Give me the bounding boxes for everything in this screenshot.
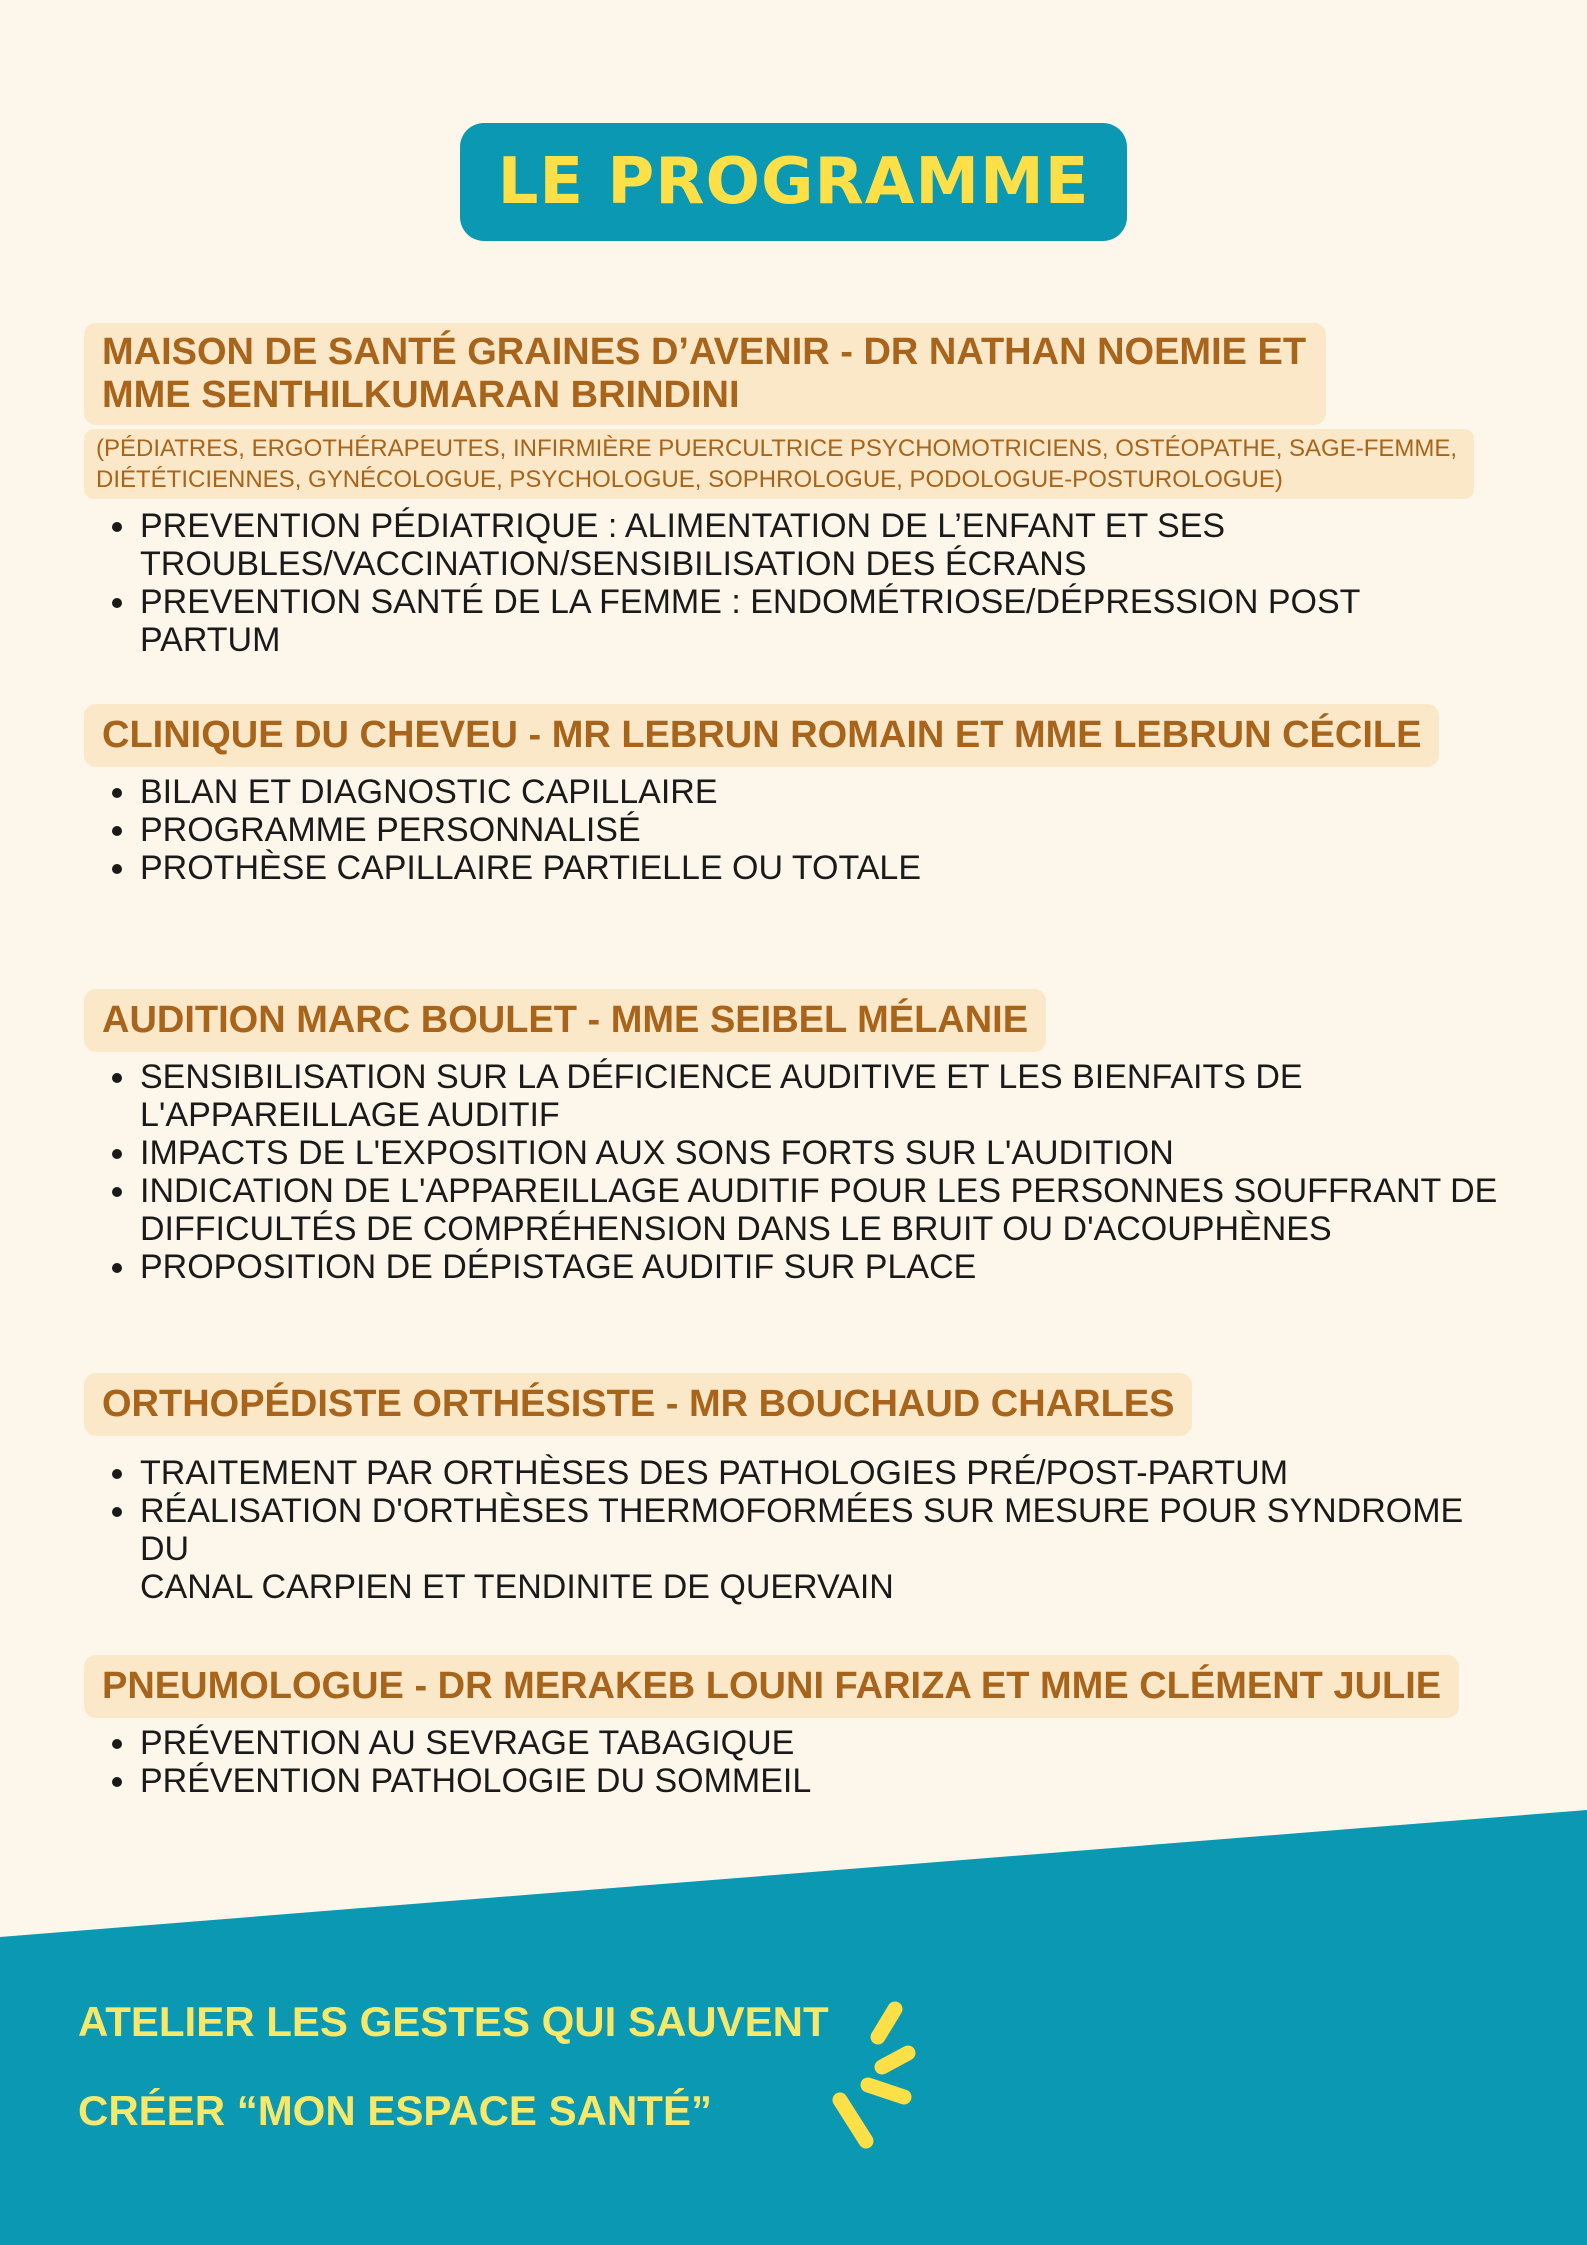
spark-stroke [840,2100,866,2141]
page-title: LE PROGRAMME [497,145,1090,219]
list-item [84,1248,1504,1286]
section-heading-line: MME SENTHILKUMARAN BRINDINI [102,374,740,416]
list-item-line: PROGRAMME PERSONNALISÉ [140,811,641,849]
list-item-line: IMPACTS DE L'EXPOSITION AUX SONS FORTS SUR L'AUDITION [140,1134,1174,1172]
title-banner [460,123,1127,241]
section-audition [84,989,1504,1286]
bullet-list [84,1724,1504,1800]
bullet-list [84,1058,1504,1286]
section-heading: AUDITION MARC BOULET - MME SEIBEL MÉLANIE [84,989,1046,1052]
section-maison-de-sante [84,323,1504,659]
section-note-line: DIÉTÉTICIENNES, GYNÉCOLOGUE, PSYCHOLOGUE, SOPHROLOGUE, PODOLOGUE-POSTUROLOGUE) [96,466,1283,493]
list-item-line: TRAITEMENT PAR ORTHÈSES DES PATHOLOGIES PRÉ/POST-PARTUM [140,1454,1289,1492]
section-clinique-du-cheveu [84,704,1504,887]
list-item-line: DIFFICULTÉS DE COMPRÉHENSION DANS LE BRUIT OU D'ACOUPHÈNES [140,1210,1332,1248]
spark-burst-icon [820,1995,930,2155]
list-item-line: SENSIBILISATION SUR LA DÉFICIENCE AUDITIVE ET LES BIENFAITS DE [140,1058,1303,1096]
section-heading: ORTHOPÉDISTE ORTHÉSISTE - MR BOUCHAUD CHARLES [84,1373,1192,1436]
bullet-list [84,1454,1504,1606]
list-item [84,849,1504,887]
list-item-line: RÉALISATION D'ORTHÈSES THERMOFORMÉES SUR MESURE POUR SYNDROME DU [140,1492,1464,1568]
list-item-line: INDICATION DE L'APPAREILLAGE AUDITIF POUR LES PERSONNES SOUFFRANT DE [140,1172,1498,1210]
list-item [84,811,1504,849]
list-item [84,1134,1504,1172]
list-item-line: TROUBLES/VACCINATION/SENSIBILISATION DES ÉCRANS [140,545,1087,583]
spark-stroke [878,2009,895,2037]
spark-stroke [868,2085,904,2097]
list-item [84,1454,1504,1492]
list-item [84,1058,1504,1134]
bullet-list [84,507,1504,659]
section-pneumologue [84,1655,1504,1800]
list-item [84,1762,1504,1800]
list-item-line: PROTHÈSE CAPILLAIRE PARTIELLE OU TOTALE [140,849,922,887]
section-note-line: (PÉDIATRES, ERGOTHÉRAPEUTES, INFIRMIÈRE PUERCULTRICE PSYCHOMOTRICIENS, OSTÉOPATHE, SAGE-FEMME, [96,435,1458,462]
list-item [84,583,1504,659]
list-item-line: PREVENTION SANTÉ DE LA FEMME : ENDOMÉTRIOSE/DÉPRESSION POST PARTUM [140,583,1360,659]
list-item-line: L'APPAREILLAGE AUDITIF [140,1096,560,1134]
list-item-line: PREVENTION PÉDIATRIQUE : ALIMENTATION DE L’ENFANT ET SES [140,507,1226,545]
list-item [84,773,1504,811]
list-item-line: PRÉVENTION AU SEVRAGE TABAGIQUE [140,1724,795,1762]
section-orthopediste [84,1373,1504,1606]
list-item-line: PRÉVENTION PATHOLOGIE DU SOMMEIL [140,1762,812,1800]
section-note [84,429,1474,499]
footer-espace-sante-line: CRÉER “MON ESPACE SANTÉ” [78,2087,712,2134]
section-heading: CLINIQUE DU CHEVEU - MR LEBRUN ROMAIN ET MME LEBRUN CÉCILE [84,704,1439,767]
list-item-line: BILAN ET DIAGNOSTIC CAPILLAIRE [140,773,718,811]
bullet-list [84,773,1504,887]
section-heading: PNEUMOLOGUE - DR MERAKEB LOUNI FARIZA ET MME CLÉMENT JULIE [84,1655,1459,1718]
spark-stroke [882,2053,908,2067]
list-item [84,1492,1504,1606]
list-item [84,507,1504,583]
section-heading [84,323,1326,425]
section-heading-line: MAISON DE SANTÉ GRAINES D’AVENIR - DR NATHAN NOEMIE ET [102,331,1307,373]
footer-workshop-line: ATELIER LES GESTES QUI SAUVENT [78,1998,829,2045]
list-item [84,1172,1504,1248]
list-item-line: CANAL CARPIEN ET TENDINITE DE QUERVAIN [140,1568,894,1606]
list-item-line: PROPOSITION DE DÉPISTAGE AUDITIF SUR PLACE [140,1248,977,1286]
list-item [84,1724,1504,1762]
